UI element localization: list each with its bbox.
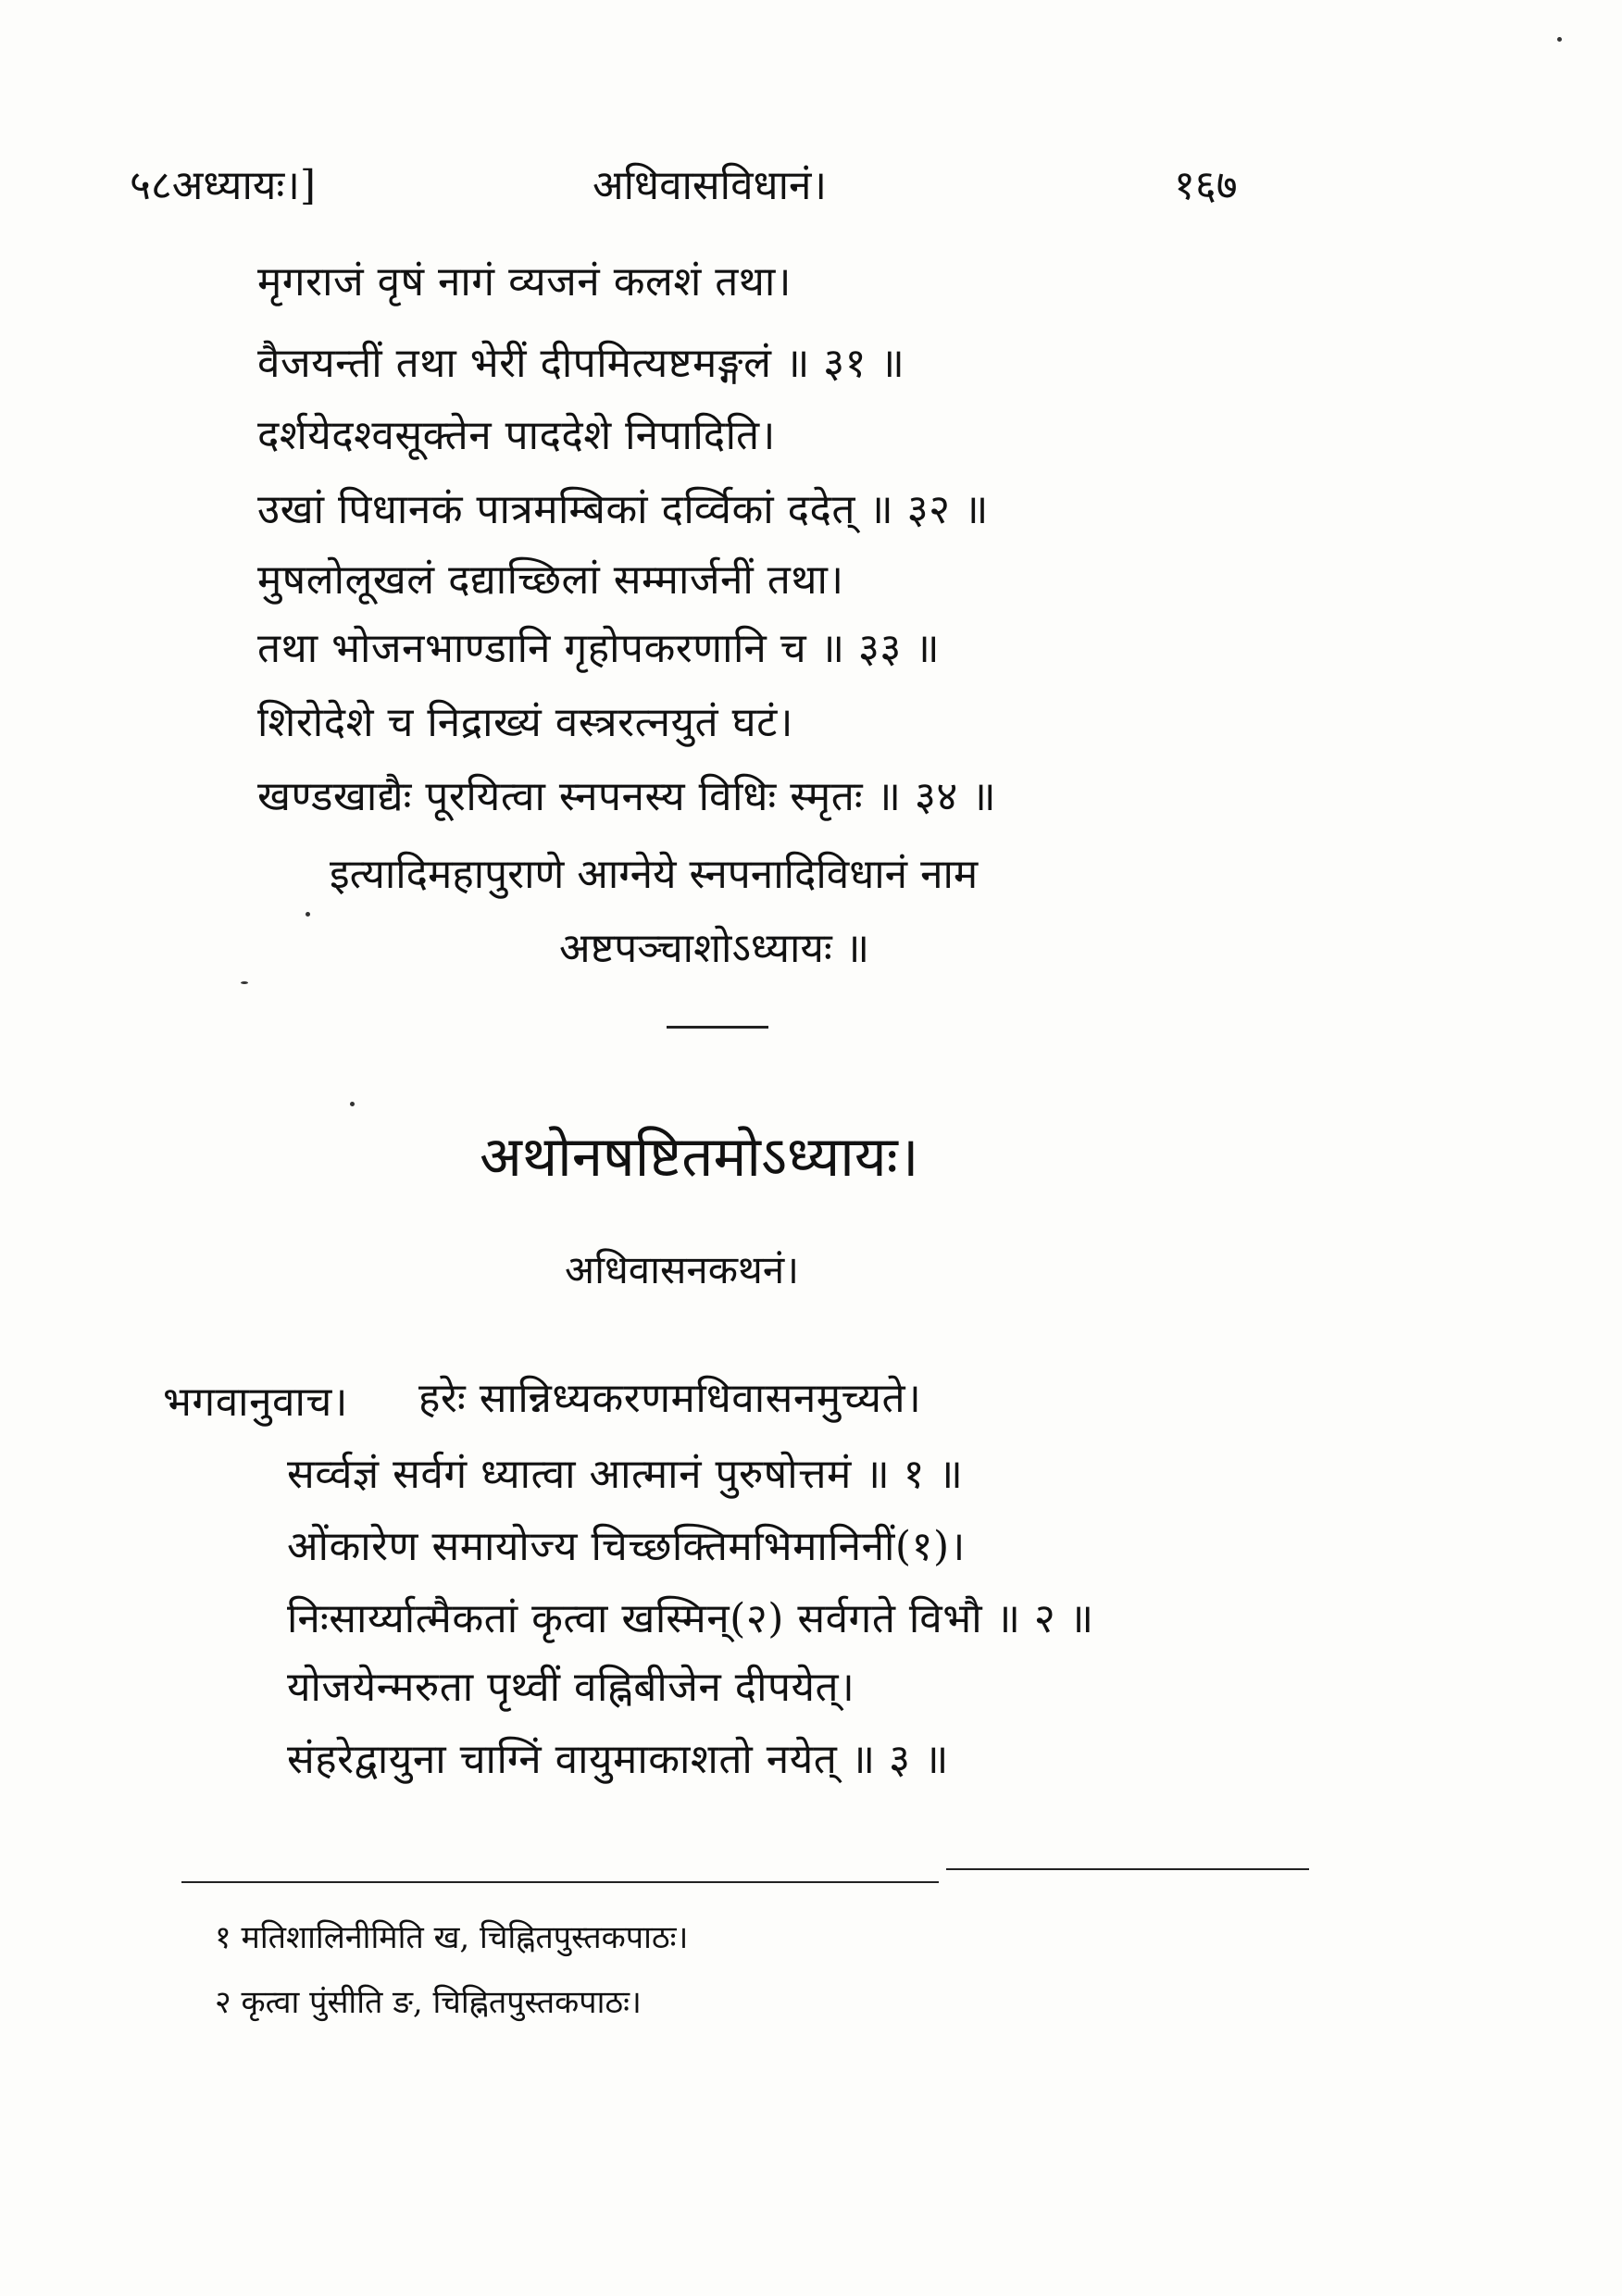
scan-speck bbox=[241, 981, 248, 984]
chapter-subtitle: अधिवासनकथनं। bbox=[565, 1247, 800, 1292]
running-header-title: अधिवासविधानं। bbox=[593, 162, 828, 209]
page-number: १६७ bbox=[1174, 162, 1238, 209]
verse-line: दर्शयेदश्वसूक्तेन पाददेशे निपादिति। bbox=[257, 412, 776, 459]
verse-line: ओंकारेण समायोज्य चिच्छक्तिमभिमानिनीं(१)। bbox=[287, 1523, 966, 1570]
verse-line: उखां पिधानकं पात्रमम्बिकां दर्व्विकां ददेत् ॥ ३२ ॥ bbox=[257, 486, 989, 533]
verse-line: निःसार्य्यात्मैकतां कृत्वा खस्मिन्(२) सर्वगते विभौ ॥ २ ॥ bbox=[287, 1595, 1094, 1642]
verse-line: हरेः सान्निध्यकरणमधिवासनमुच्यते। bbox=[418, 1375, 922, 1422]
footnote-1: १ मतिशालिनीमिति ख, चिह्नितपुस्तकपाठः। bbox=[215, 1919, 689, 1956]
verse-line: मुषलोलूखलं दद्याच्छिलां सम्मार्जनीं तथा। bbox=[257, 556, 844, 604]
verse-line: वैजयन्तीं तथा भेरीं दीपमित्यष्टमङ्गलं ॥ ३१ ॥ bbox=[257, 340, 905, 387]
colophon-line-1: इत्यादिमहापुराणे आग्नेये स्नपनादिविधानं नाम bbox=[330, 851, 979, 898]
running-header-left: ५८अध्यायः।] bbox=[130, 162, 317, 209]
verse-line: शिरोदेशे च निद्राख्यं वस्त्ररत्नयुतं घटं। bbox=[257, 699, 793, 746]
verse-line: तथा भोजनभाण्डानि गृहोपकरणानि च ॥ ३३ ॥ bbox=[257, 625, 941, 672]
footnote-rule-left bbox=[181, 1881, 939, 1883]
speaker-label: भगवानुवाच। bbox=[163, 1379, 348, 1426]
verse-line: योजयेन्मरुता पृथ्वीं वह्निबीजेन दीपयेत्। bbox=[287, 1664, 855, 1711]
scan-speck bbox=[1557, 37, 1562, 42]
footnote-2: २ कृत्वा पुंसीति ङ, चिह्नितपुस्तकपाठः। bbox=[215, 1984, 642, 2021]
scan-speck bbox=[350, 1102, 355, 1106]
verse-line: संहरेद्वायुना चाग्निं वायुमाकाशतो नयेत् ॥ ३ ॥ bbox=[287, 1736, 949, 1783]
footnote-rule-right bbox=[946, 1868, 1309, 1870]
scan-speck bbox=[306, 912, 310, 917]
verse-line: खण्डखाद्यैः पूरयित्वा स्नपनस्य विधिः स्मृतः ॥ ३४ ॥ bbox=[257, 773, 997, 820]
colophon-line-2: अष्टपञ्चाशोऽध्यायः ॥ bbox=[559, 925, 870, 972]
verse-line: मृगराजं वृषं नागं व्यजनं कलशं तथा। bbox=[257, 258, 792, 306]
verse-line: सर्व्वज्ञं सर्वगं ध्यात्वा आत्मानं पुरुषोत्तमं ॥ १ ॥ bbox=[287, 1451, 964, 1498]
chapter-title: अथोनषष्टितमोऽध्यायः। bbox=[480, 1125, 919, 1190]
section-separator bbox=[667, 1026, 768, 1029]
